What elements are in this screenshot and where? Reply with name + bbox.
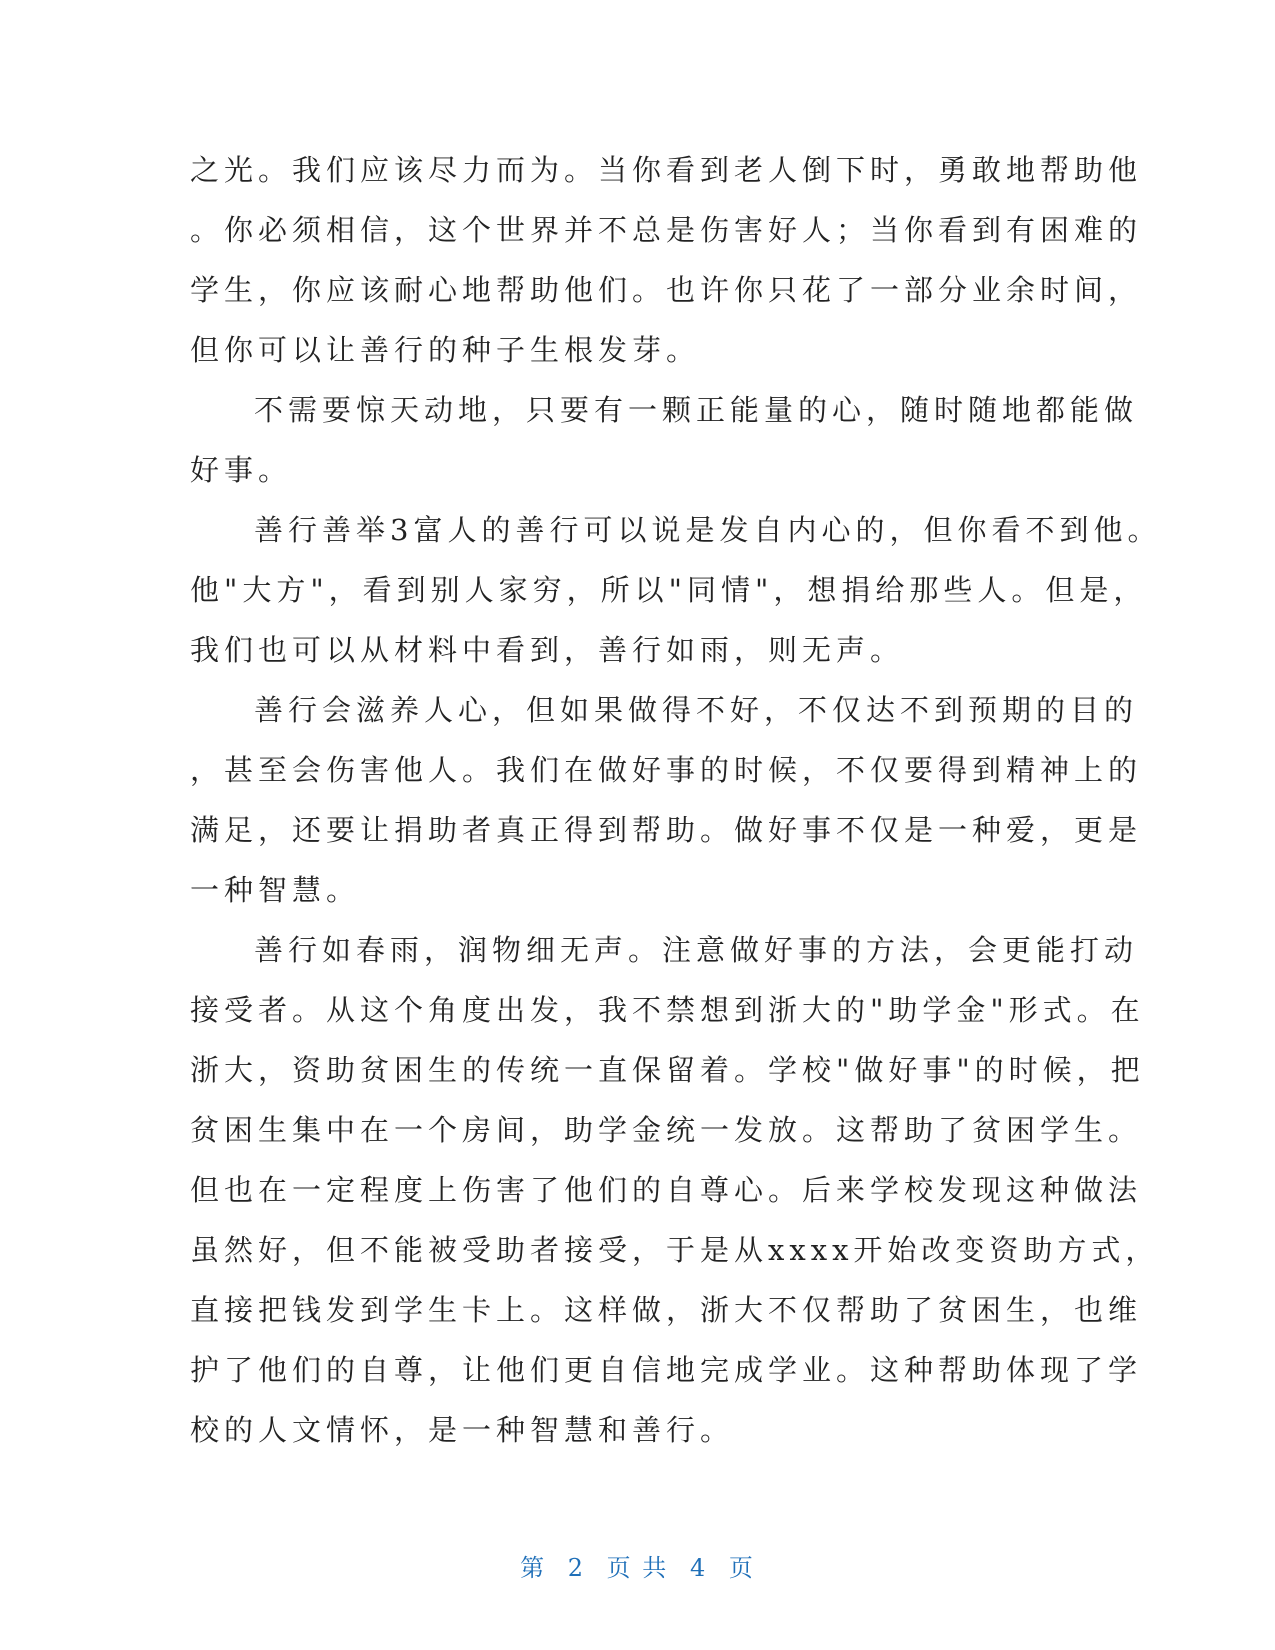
text-line: ，甚至会伤害他人。我们在做好事的时候，不仅要得到精神上的 [190,753,1143,787]
paragraph-first-line: 善行善举3富人的善行可以说是发自内心的，但你看不到他。 [254,513,1162,547]
paragraph-first-line: 不需要惊天动地，只要有一颗正能量的心，随时随地都能做 [254,393,1139,427]
text-line: 直接把钱发到学生卡上。这样做，浙大不仅帮助了贫困生，也维 [190,1293,1143,1327]
text-line: 好事。 [190,453,293,487]
text-line: 满足，还要让捐助者真正得到帮助。做好事不仅是一种爱，更是 [190,813,1143,847]
text-line: 我们也可以从材料中看到，善行如雨，则无声。 [190,633,905,667]
text-line: 。你必须相信，这个世界并不总是伤害好人；当你看到有困难的 [190,213,1143,247]
footer-total-pages: 4 [689,1554,708,1582]
document-body [190,140,1162,1460]
text-line: 护了他们的自尊，让他们更自信地完成学业。这种帮助体现了学 [190,1353,1143,1387]
text-line: 之光。我们应该尽力而为。当你看到老人倒下时，勇敢地帮助他 [190,153,1143,187]
paragraph-first-line: 善行会滋养人心，但如果做得不好，不仅达不到预期的目的 [254,693,1139,727]
text-line: 但你可以让善行的种子生根发芽。 [190,333,701,367]
text-line: 学生，你应该耐心地帮助他们。也许你只花了一部分业余时间， [190,273,1143,307]
text-line: 浙大，资助贫困生的传统一直保留着。学校"做好事"的时候，把 [190,1053,1145,1087]
paragraph-first-line: 善行如春雨，润物细无声。注意做好事的方法，会更能打动 [254,933,1139,967]
text-line: 接受者。从这个角度出发，我不禁想到浙大的"助学金"形式。在 [190,993,1145,1027]
footer-suffix: 页 [728,1554,755,1582]
text-line: 校的人文情怀，是一种智慧和善行。 [190,1413,735,1447]
text-line: 贫困生集中在一个房间，助学金统一发放。这帮助了贫困学生。 [190,1113,1143,1147]
footer-current-page: 2 [567,1554,586,1582]
text-line: 但也在一定程度上伤害了他们的自尊心。后来学校发现这种做法 [190,1173,1143,1207]
text-line: 一种智慧。 [190,873,361,907]
page-number-footer [0,1548,1275,1583]
footer-prefix: 第 [520,1554,547,1582]
footer-middle: 页 共 [606,1554,669,1582]
text-line: 他"大方"，看到别人家穷，所以"同情"，想捐给那些人。但是， [190,573,1148,607]
text-line: 虽然好，但不能被受助者接受，于是从xxxx开始改变资助方式， [190,1233,1160,1267]
